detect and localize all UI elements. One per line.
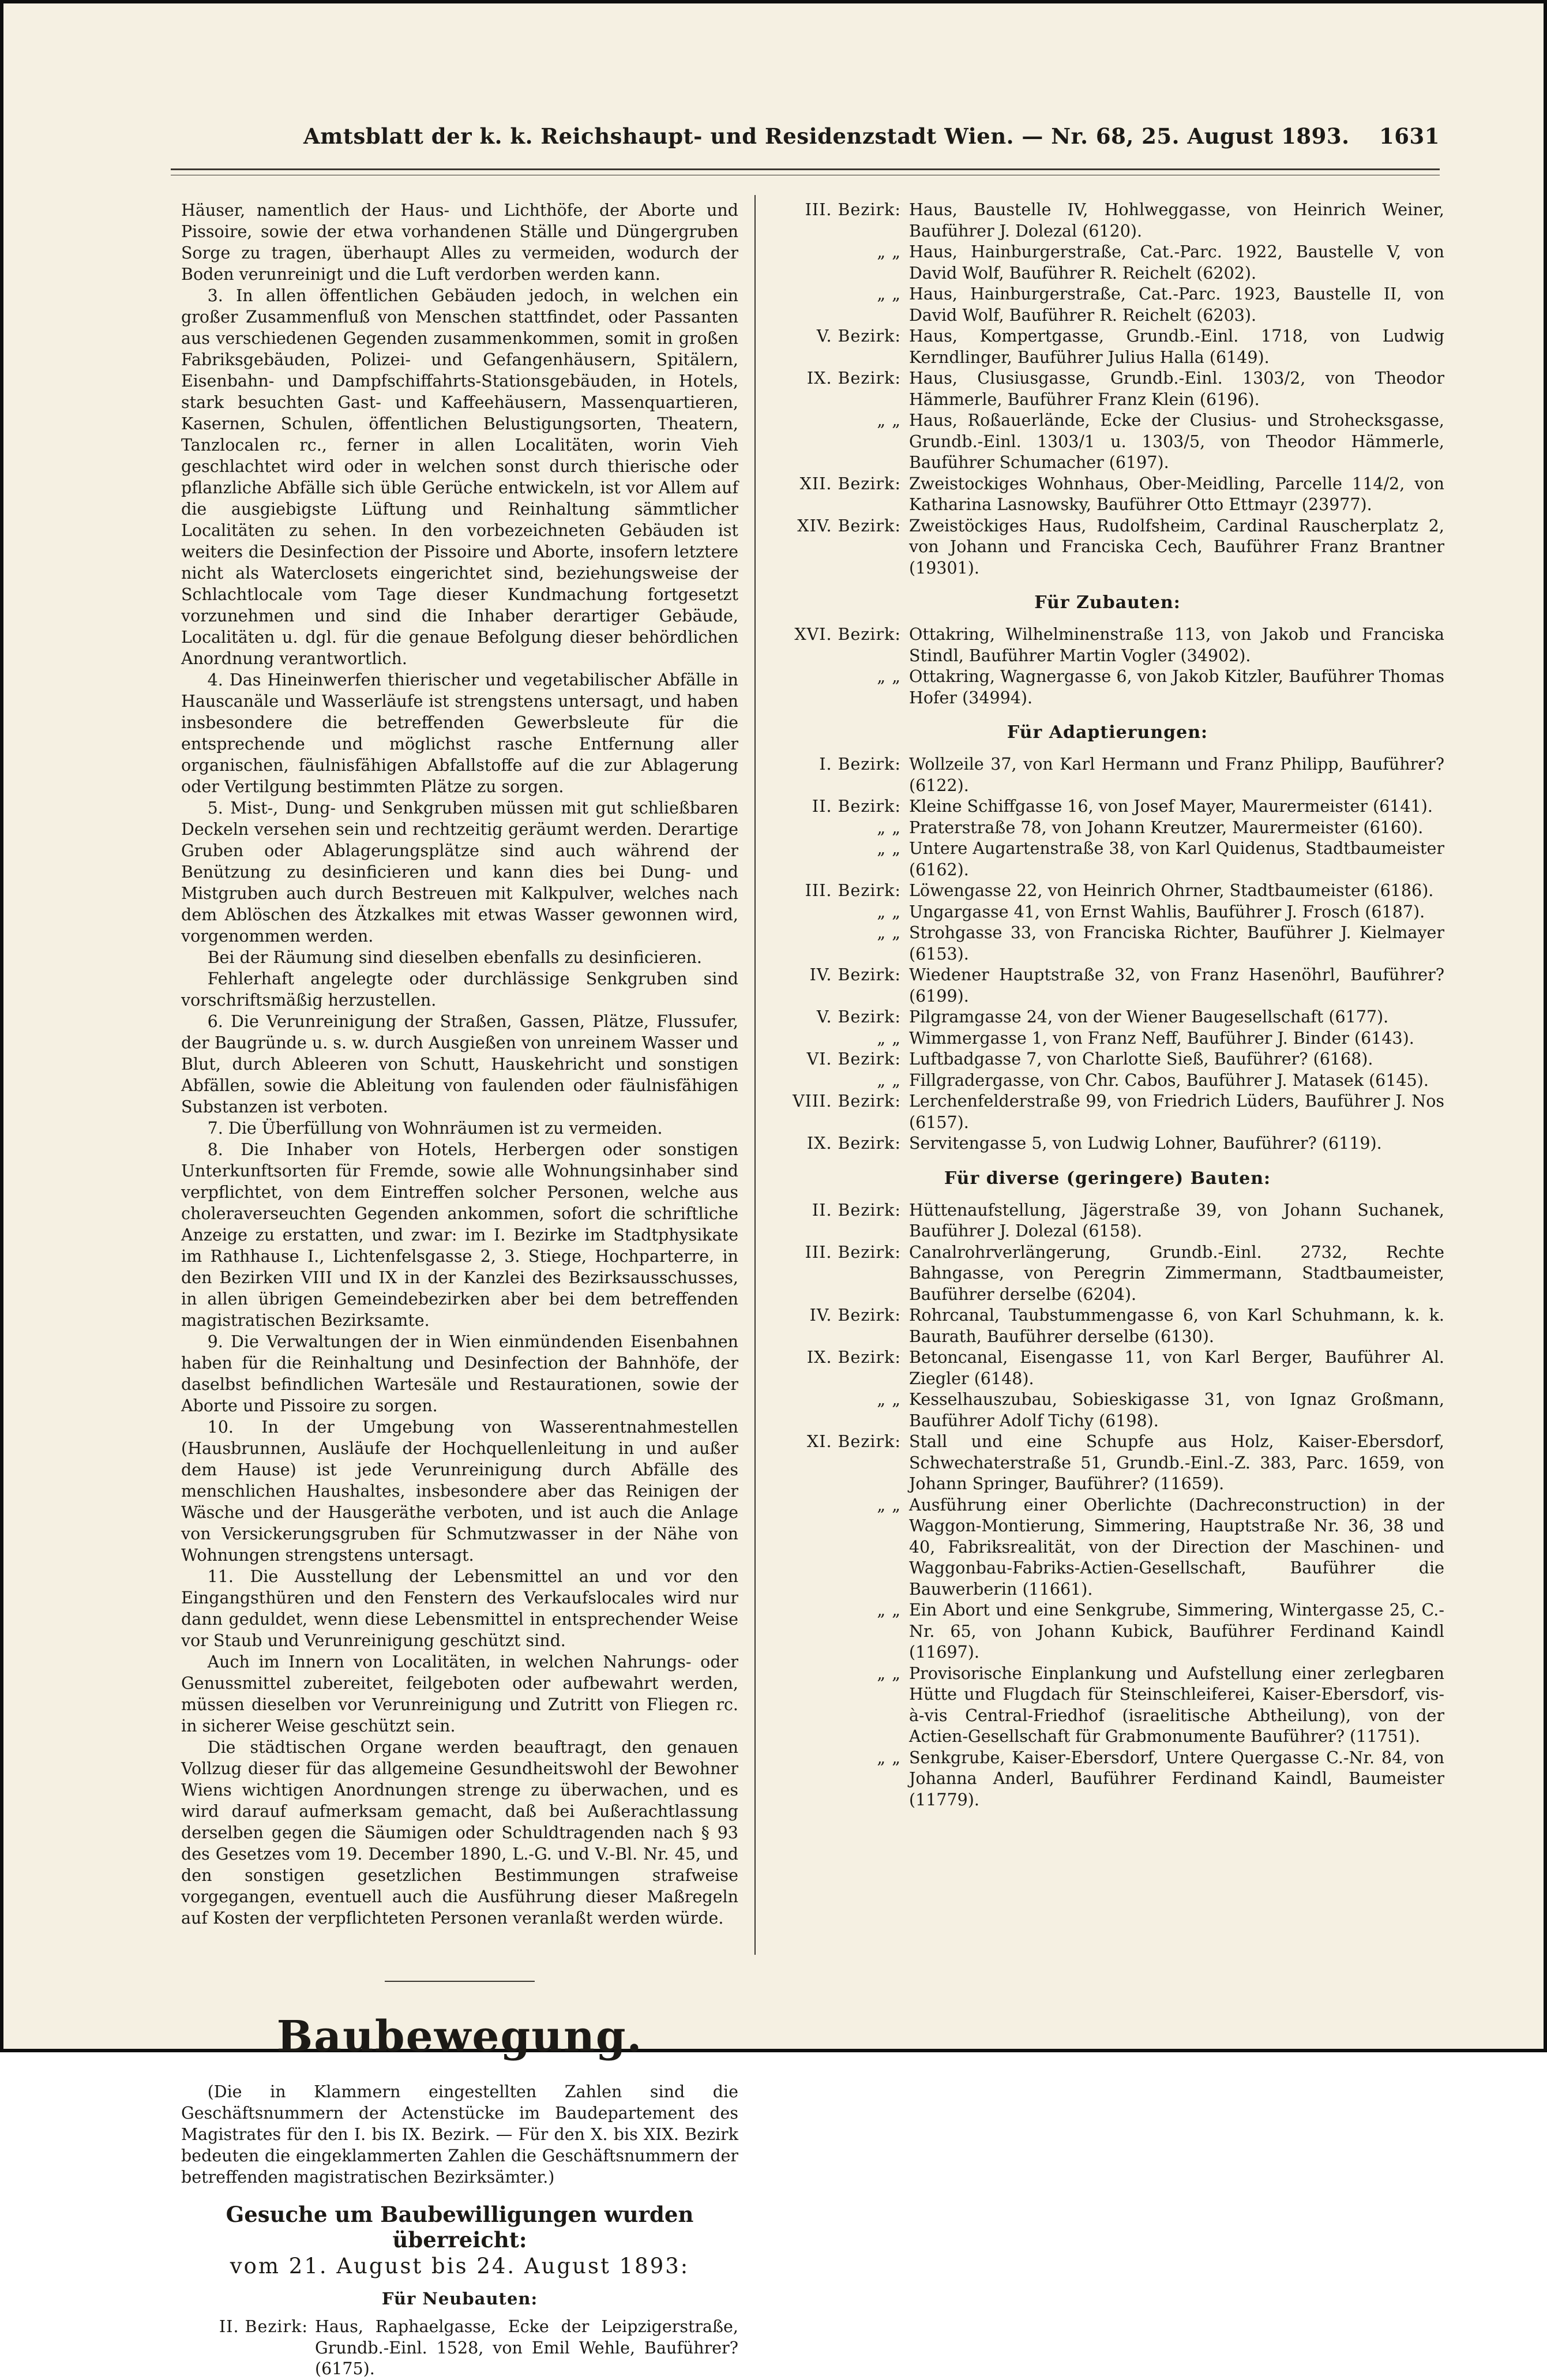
regulation-paragraph: Auch im Innern von Localitäten, in welchen Nahrungs- oder Genussmittel zubereitet, feilgeboten oder aufbewahrt werden, müssen dieselben vor Verunreinigung und Zutritt von Fliegen rc. in sicherer Weise geschützt sein. <box>181 1652 738 1736</box>
district-label: „ „ <box>877 284 901 303</box>
district-label: „ „ <box>877 1390 901 1409</box>
district-label: III. Bezirk: <box>805 1242 901 1262</box>
building-entry <box>771 1200 1444 1242</box>
entry-text: Wimmergasse 1, von Franz Neff, Bauführer J. Binder (6143). <box>909 1028 1414 1048</box>
entry-text: Wollzeile 37, von Karl Hermann und Franz Philipp, Bauführer? (6122). <box>909 755 1444 795</box>
regulation-paragraph: 11. Die Ausstellung der Lebensmittel an und vor den Eingangsthüren und den Fenstern des Verkaufslocales wird nur dann geduldet, wenn diese Lebensmittel in entsprechender Weise vor Staub und Verunreinigung geschützt sind. <box>181 1567 738 1650</box>
page-header <box>292 123 1440 160</box>
district-label: „ „ <box>877 667 901 686</box>
entry-text: Untere Augartenstraße 38, von Karl Quidenus, Stadtbaumeister (6162). <box>909 839 1444 879</box>
regulation-paragraphs <box>181 200 738 1929</box>
regulation-paragraph: Fehlerhaft angelegte oder durchlässige Senkgruben sind vorschriftsmäßig herzustellen. <box>181 969 738 1010</box>
entry-text: Hüttenaufstellung, Jägerstraße 39, von Johann Suchanek, Bauführer J. Dolezal (6158). <box>909 1200 1444 1240</box>
category-heading: Für diverse (geringere) Bauten: <box>944 1168 1271 1189</box>
building-entry <box>771 410 1444 474</box>
district-label: „ „ <box>877 923 901 942</box>
entry-text: Kleine Schiffgasse 16, von Josef Mayer, Maurermeister (6141). <box>909 797 1433 816</box>
regulation-paragraph: 6. Die Verunreinigung der Straßen, Gassen, Plätze, Flussufer, der Baugründe u. s. w. durch Ausgießen von unreinem Wasser und Blut, durch Ableeren von Schutt, Hauskehricht und sonstigen Abfällen, sowie die Ableitung von faulenden oder fäulnisfähigen Substanzen ist verboten. <box>181 1012 738 1116</box>
building-entry <box>771 666 1444 709</box>
left-column <box>181 200 738 2380</box>
entry-text: Haus, Hainburgerstraße, Cat.-Parc. 1922, Baustelle V, von David Wolf, Bauführer R. Reichelt (6202). <box>909 242 1444 283</box>
district-label: „ „ <box>877 1601 901 1620</box>
building-entry <box>771 1091 1444 1133</box>
district-label: „ „ <box>877 1748 901 1767</box>
entry-text: Fillgradergasse, von Chr. Cabos, Bauführer J. Matasek (6145). <box>909 1070 1429 1090</box>
building-entry <box>771 818 1444 839</box>
column-divider <box>754 195 756 1955</box>
building-entry <box>771 1305 1444 1347</box>
building-entry <box>771 965 1444 1007</box>
district-label: VIII. Bezirk: <box>793 1092 901 1111</box>
building-entry <box>771 1049 1444 1070</box>
entry-text: Ottakring, Wagnergasse 6, von Jakob Kitzler, Bauführer Thomas Hofer (34994). <box>909 667 1444 707</box>
district-label: „ „ <box>877 1663 901 1683</box>
building-entry <box>771 1431 1444 1495</box>
building-entry <box>771 902 1444 923</box>
entry-text: Ottakring, Wilhelminenstraße 113, von Jakob und Franciska Stindl, Bauführer Martin Vogler (34902). <box>909 625 1444 665</box>
new-buildings-heading: Für Neubauten: <box>381 2289 538 2308</box>
building-entry <box>771 624 1444 666</box>
entry-text: Servitengasse 5, von Ludwig Lohner, Bauführer? (6119). <box>909 1134 1382 1153</box>
building-entry <box>771 1600 1444 1663</box>
entry-text: Ein Abort und eine Senkgrube, Simmering, Wintergasse 25, C.-Nr. 65, von Johann Kubick, Bauführer Ferdinand Kaindl (11697). <box>909 1601 1444 1662</box>
entry-text: Haus, Raphaelgasse, Ecke der Leipzigerstraße, Grundb.-Einl. 1528, von Emil Wehle, Bauführer? (6175). <box>315 2317 738 2378</box>
district-label: IX. Bezirk: <box>806 1134 901 1153</box>
building-entry <box>771 1389 1444 1431</box>
building-entry <box>771 516 1444 579</box>
regulation-paragraph: 7. Die Überfüllung von Wohnräumen ist zu vermeiden. <box>207 1119 663 1138</box>
district-label: „ „ <box>877 242 901 261</box>
building-entry <box>771 1133 1444 1155</box>
entry-text: Senkgrube, Kaiser-Ebersdorf, Untere Quergasse C.-Nr. 84, von Johanna Anderl, Bauführer Ferdinand Kaindl, Baumeister (11779). <box>909 1748 1444 1809</box>
building-entry <box>771 1748 1444 1811</box>
district-label: „ „ <box>877 902 901 921</box>
district-label: III. Bezirk: <box>805 881 901 900</box>
entry-text: Zweistockiges Wohnhaus, Ober-Meidling, Parcelle 114/2, von Katharina Lasnowsky, Bauführer Otto Ettmayr (23977). <box>909 474 1444 514</box>
building-entry <box>771 796 1444 818</box>
entry-text: Strohgasse 33, von Franciska Richter, Bauführer J. Kielmayer (6153). <box>909 923 1444 964</box>
district-label: II. Bezirk: <box>812 1200 901 1220</box>
page-number: 1631 <box>1379 123 1440 149</box>
district-label: V. Bezirk: <box>816 1007 901 1026</box>
building-entry <box>771 880 1444 902</box>
applications-heading: Gesuche um Baubewilligungen wurden überreicht: <box>226 2202 694 2252</box>
header-rule <box>171 168 1440 175</box>
entry-text: Rohrcanal, Taubstummengasse 6, von Karl Schuhmann, k. k. Baurath, Bauführer derselbe (6130). <box>909 1306 1444 1346</box>
building-entry <box>771 1495 1444 1601</box>
district-label: „ „ <box>877 1028 901 1048</box>
building-entry <box>771 1663 1444 1748</box>
district-label: „ „ <box>877 1070 901 1090</box>
building-entry <box>181 2317 738 2380</box>
entry-text: Haus, Hainburgerstraße, Cat.-Parc. 1923, Baustelle II, von David Wolf, Bauführer R. Reichelt (6203). <box>909 284 1444 325</box>
building-entry <box>771 1070 1444 1092</box>
district-label: IX. Bezirk: <box>806 1348 901 1367</box>
entry-text: Pilgramgasse 24, von der Wiener Baugesellschaft (6177). <box>909 1007 1389 1026</box>
entry-text: Kesselhauszubau, Sobieskigasse 31, von Ignaz Großmann, Bauführer Adolf Tichy (6198). <box>909 1390 1444 1430</box>
building-entry <box>771 1242 1444 1306</box>
district-label: V. Bezirk: <box>816 327 901 346</box>
district-label: „ „ <box>877 818 901 837</box>
entry-text: Löwengasse 22, von Heinrich Ohrner, Stadtbaumeister (6186). <box>909 881 1434 900</box>
regulation-paragraph: 3. In allen öffentlichen Gebäuden jedoch, in welchen ein großer Zusammenfluß von Menschen stattfindet, oder Passanten aus verschiedenen Gegenden zusammenkommen, somit in großen Fabriksgebäuden, Polizei- und Gefangenhäusern, Spitälern, Eisenbahn- und Dampfschiffahrts-Stationsgebäuden, in Hotels, stark besuchten Gast- und Kaffeehäusern, Massenquartieren, Kasernen, Schulen, öffentlichen Belustigungsorten, Theatern, Tanzlocalen rc., ferner in allen Localitäten, worin Vieh geschlachtet wird oder in welchen sonst durch thierische oder pflanzliche Abfälle sich üble Gerüche entwickeln, ist vor Allem auf die ausgiebigste Lüftung und Reinhaltung sämmtlicher Localitäten zu sehen. In den vorbezeichneten Gebäuden ist weiters die Desinfection der Pissoire und Aborte, insofern letztere nicht als Waterclosets eingerichtet sind, beziehungsweise der Schlachtlocale vom Tage dieser Kundmachung fortgesetzt vorzunehmen und sind die Inhaber derartiger Gebäude, Localitäten u. dgl. für die genaue Befolgung dieser behördlichen Anordnung verantwortlich. <box>181 286 738 668</box>
entry-text: Stall und eine Schupfe aus Holz, Kaiser-Ebersdorf, Schwechaterstraße 51, Grundb.-Einl.-Z. 383, Parc. 1659, von Johann Springer, Bauführer? (11659). <box>909 1432 1444 1493</box>
district-label: IV. Bezirk: <box>809 965 901 984</box>
building-entry <box>771 923 1444 965</box>
building-entry <box>771 284 1444 326</box>
regulation-paragraph: 5. Mist-, Dung- und Senkgruben müssen mit gut schließbaren Deckeln versehen sein und rechtzeitig geräumt werden. Derartige Gruben oder Ablagerungsplätze sind auch während der Benützung zu desinficieren und kann dies bei Dung- und Mistgruben auch durch Bestreuen mit Kalkpulver, welches nach dem Ablöschen des Ätzkalkes mit etwas Wasser gewonnen wird, vorgenommen werden. <box>181 799 738 946</box>
section-divider <box>385 1981 535 1982</box>
district-label: II. Bezirk: <box>812 797 901 816</box>
regulation-paragraph: 4. Das Hineinwerfen thierischer und vegetabilischer Abfälle in Hauscanäle und Wasserläufe ist strengstens untersagt, und haben insbesondere die betreffenden Gewerbsleute für die entsprechende und möglichst rasche Entfernung aller organischen, fäulnisfähigen Abfallstoffe auf die zur Ablagerung oder Vertilgung bestimmten Plätze zu sorgen. <box>181 670 738 796</box>
building-entry <box>771 838 1444 880</box>
district-label: IX. Bezirk: <box>806 369 901 388</box>
new-buildings-list <box>181 2317 738 2380</box>
entry-text: Ausführung einer Oberlichte (Dachreconstruction) in der Waggon-Montierung, Simmering, Hauptstraße Nr. 36, 38 und 40, Fabriksrealität, von der Direction der Maschinen- und Waggonbau-Fabriks-Actien-Gesellschaft, Bauführer die Bauwerberin (11661). <box>909 1495 1444 1599</box>
district-label: „ „ <box>877 1495 901 1515</box>
regulation-paragraph: 10. In der Umgebung von Wasserentnahmestellen (Hausbrunnen, Ausläufe der Hochquellenleitung in und außer dem Hause) ist jede Verunreinigung durch Abfälle des menschlichen Haushaltes, insbesondere aber das Reinigen der Wäsche und der Hausgeräthe verboten, und ist auch die Anlage von Versickerungsgruben für Schmutzwasser in der Nähe von Wohnungen strengstens untersagt. <box>181 1418 738 1565</box>
entry-text: Haus, Baustelle IV, Hohlweggasse, von Heinrich Weiner, Bauführer J. Dolezal (6120). <box>909 200 1444 241</box>
district-label: „ „ <box>877 411 901 430</box>
regulation-paragraph: Die städtischen Organe werden beauftragt, den genauen Vollzug dieser für das allgemeine Gesundheitswohl der Bewohner Wiens wichtigen Anordnungen strenge zu überwachen, und es wird darauf aufmerksam gemacht, daß bei Außerachtlassung derselben gegen die Säumigen oder Schuldtragenden nach § 93 des Gesetzes vom 19. December 1890, L.-G. und V.-Bl. Nr. 45, und den sonstigen gesetzlichen Bestimmungen strafweise vorgegangen, eventuell auch die Ausführung dieser Maßregeln auf Kosten der verpflichteten Personen veranlaßt werden würde. <box>181 1738 738 1928</box>
regulation-paragraph: 9. Die Verwaltungen der in Wien einmündenden Eisenbahnen haben für die Reinhaltung und Desinfection der Bahnhöfe, der daselbst befindlichen Wartesäle und Restaurationen, sowie der Aborte und Pissoire zu sorgen. <box>181 1332 738 1415</box>
district-label: XIV. Bezirk: <box>797 516 901 535</box>
district-label: XVI. Bezirk: <box>794 625 901 644</box>
entry-text: Haus, Roßauerlände, Ecke der Clusius- und Strohecksgasse, Grundb.-Einl. 1303/1 u. 1303/5, von Theodor Hämmerle, Bauführer Schumacher (6197). <box>909 411 1444 472</box>
entry-text: Canalrohrverlängerung, Grundb.-Einl. 2732, Rechte Bahngasse, von Peregrin Zimmermann, Stadtbaumeister, Bauführer derselbe (6204). <box>909 1242 1444 1304</box>
section-note: (Die in Klammern eingestellten Zahlen sind die Geschäftsnummern der Actenstücke im Baudepartement des Magistrates für den I. bis IX. Bezirk. — Für den X. bis XIX. Bezirk bedeuten die eingeklammerten Zahlen die Geschäftsnummern der betreffenden magistratischen Bezirksämter.) <box>181 2082 738 2187</box>
district-label: IV. Bezirk: <box>809 1306 901 1325</box>
date-range: vom 21. August bis 24. August 1893: <box>230 2254 690 2278</box>
section-title: Baubewegung. <box>276 2012 643 2062</box>
district-label: II. Bezirk: <box>219 2317 308 2336</box>
entry-text: Haus, Clusiusgasse, Grundb.-Einl. 1303/2, von Theodor Hämmerle, Bauführer Franz Klein (6196). <box>909 369 1444 409</box>
entry-text: Lerchenfelderstraße 99, von Friedrich Lüders, Bauführer J. Nos (6157). <box>909 1092 1444 1132</box>
entry-text: Zweistöckiges Haus, Rudolfsheim, Cardinal Rauscherplatz 2, von Johann und Franciska Cech, Bauführer Franz Brantner (19301). <box>909 516 1444 578</box>
entry-text: Ungargasse 41, von Ernst Wahlis, Bauführer J. Frosch (6187). <box>909 902 1425 921</box>
entry-text: Provisorische Einplankung und Aufstellung einer zerlegbaren Hütte und Flugdach für Steinschleiferei, Kaiser-Ebersdorf, vis-à-vis Central-Friedhof (israelitische Abtheilung), von der Actien-Gesellschaft für Grabmonumente Bauführer? (11751). <box>909 1663 1444 1746</box>
district-label: VI. Bezirk: <box>806 1050 901 1069</box>
entry-text: Praterstraße 78, von Johann Kreutzer, Maurermeister (6160). <box>909 818 1424 837</box>
category-heading: Für Zubauten: <box>1034 593 1181 613</box>
regulation-paragraph: 8. Die Inhaber von Hotels, Herbergen oder sonstigen Unterkunftsorten für Fremde, sowie alle Wohnungsinhaber sind verpflichtet, von dem Eintreffen solcher Personen, welche aus choleraverseuchten Gegenden ankommen, sofort die schriftliche Anzeige zu erstatten, und zwar: im I. Bezirke im Stadtphysikate im Rathhause I., Lichtenfelsgasse 2, 3. Stiege, Hochparterre, in den Bezirken VIII und IX in der Kanzlei des Bezirksausschusses, in allen übrigen Gemeindebezirken aber bei dem betreffenden magistratischen Bezirksamte. <box>181 1140 738 1330</box>
header-title: Amtsblatt der k. k. Reichshaupt- und Residenzstadt Wien. — Nr. 68, 25. August 1893. <box>303 123 1350 149</box>
building-entry <box>771 326 1444 368</box>
entry-text: Wiedener Hauptstraße 32, von Franz Hasenöhrl, Bauführer? (6199). <box>909 965 1444 1006</box>
right-column <box>771 200 1444 1811</box>
building-entry <box>771 1028 1444 1050</box>
district-label: „ „ <box>877 839 901 858</box>
entry-text: Luftbadgasse 7, von Charlotte Sieß, Bauführer? (6168). <box>909 1050 1373 1069</box>
building-entry <box>771 242 1444 284</box>
building-entry <box>771 200 1444 242</box>
building-entry <box>771 754 1444 796</box>
district-label: XI. Bezirk: <box>806 1432 901 1451</box>
building-entry <box>771 368 1444 410</box>
regulation-paragraph: Bei der Räumung sind dieselben ebenfalls zu desinficieren. <box>207 948 702 967</box>
district-label: III. Bezirk: <box>805 200 901 219</box>
category-heading: Für Adaptierungen: <box>1007 722 1208 743</box>
building-entry <box>771 474 1444 516</box>
building-entry <box>771 1007 1444 1028</box>
district-label: XII. Bezirk: <box>799 474 901 493</box>
building-entry <box>771 1347 1444 1389</box>
entry-text: Betoncanal, Eisengasse 11, von Karl Berger, Bauführer Al. Ziegler (6148). <box>909 1348 1444 1388</box>
entry-text: Haus, Kompertgasse, Grundb.-Einl. 1718, von Ludwig Kerndlinger, Bauführer Julius Halla (6149). <box>909 327 1444 367</box>
district-label: I. Bezirk: <box>819 755 901 774</box>
regulation-paragraph: Häuser, namentlich der Haus- und Lichthöfe, der Aborte und Pissoire, sowie der etwa vorhandenen Ställe und Düngergruben Sorge zu tragen, überhaupt Alles zu vermeiden, wodurch der Boden verunreinigt und die Luft verdorben werden kann. <box>181 201 738 284</box>
